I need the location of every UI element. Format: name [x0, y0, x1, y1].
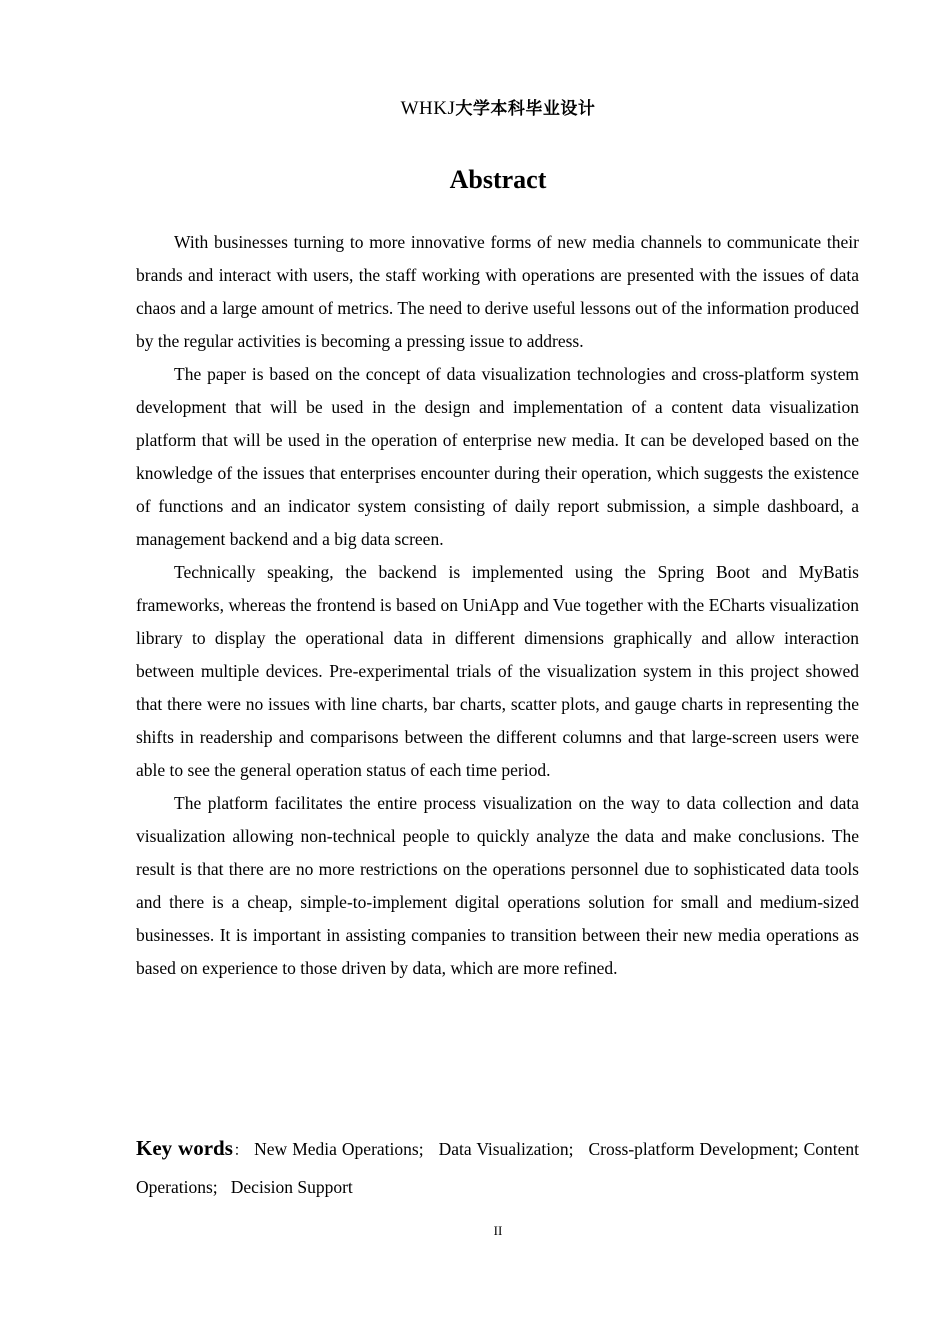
keyword-item: Decision Support	[230, 1177, 353, 1197]
abstract-paragraph-4: The platform facilitates the entire process visualization on the way to data collection and data visualization allowing non-technical people to quickly analyze the data and make conclusions. The result is that there are no more restrictions on the operations personnel due to sophisticated data tools and there is a cheap, simple-to-implement digital operations solution for small and medium-sized businesses. It is important in assisting companies to transition between their new media operations as based on experience to those driven by data, which are more refined.	[136, 793, 859, 978]
keyword-item: Content Operations;	[136, 1139, 860, 1197]
keywords-section	[136, 1130, 859, 1206]
abstract-paragraph-2: The paper is based on the concept of data visualization technologies and cross-platform system development that will be used in the design and implementation of a content data visualization platform that will be used in the operation of enterprise new media. It can be developed based on the knowledge of the issues that enterprises encounter during their operation, which suggests the existence of functions and an indicator system consisting of daily report submission, a simple dashboard, a management backend and a big data screen.	[136, 364, 859, 549]
keywords-label: Key words	[136, 1136, 233, 1160]
keyword-item: Cross-platform Development;	[588, 1139, 799, 1159]
header-institution-code: WHKJ	[400, 98, 456, 119]
page-number: II	[493, 1223, 503, 1238]
header-thesis-type: 大学本科毕业设计	[455, 99, 596, 119]
abstract-paragraph-1: With businesses turning to more innovative forms of new media channels to communicate their brands and interact with users, the staff working with operations are presented with the issues of data chaos and a large amount of metrics. The need to derive useful lessons out of the information produced by the regular activities is becoming a pressing issue to address.	[136, 232, 859, 351]
keywords-colon: ：	[232, 1141, 250, 1159]
abstract-title: Abstract	[449, 165, 547, 194]
keyword-item: Data Visualization;	[438, 1139, 574, 1159]
running-header	[0, 94, 950, 120]
keyword-item: New Media Operations;	[254, 1139, 424, 1159]
abstract-paragraph-3: Technically speaking, the backend is implemented using the Spring Boot and MyBatis frameworks, whereas the frontend is based on UniApp and Vue together with the ECharts visualization library to display the operational data in different dimensions graphically and allow interaction between multiple devices. Pre-experimental trials of the visualization system in this project showed that there were no issues with line charts, bar charts, scatter plots, and gauge charts in representing the shifts in readership and comparisons between the different columns and that large-screen users were able to see the general operation status of each time period.	[136, 562, 859, 780]
abstract-body	[136, 226, 859, 985]
